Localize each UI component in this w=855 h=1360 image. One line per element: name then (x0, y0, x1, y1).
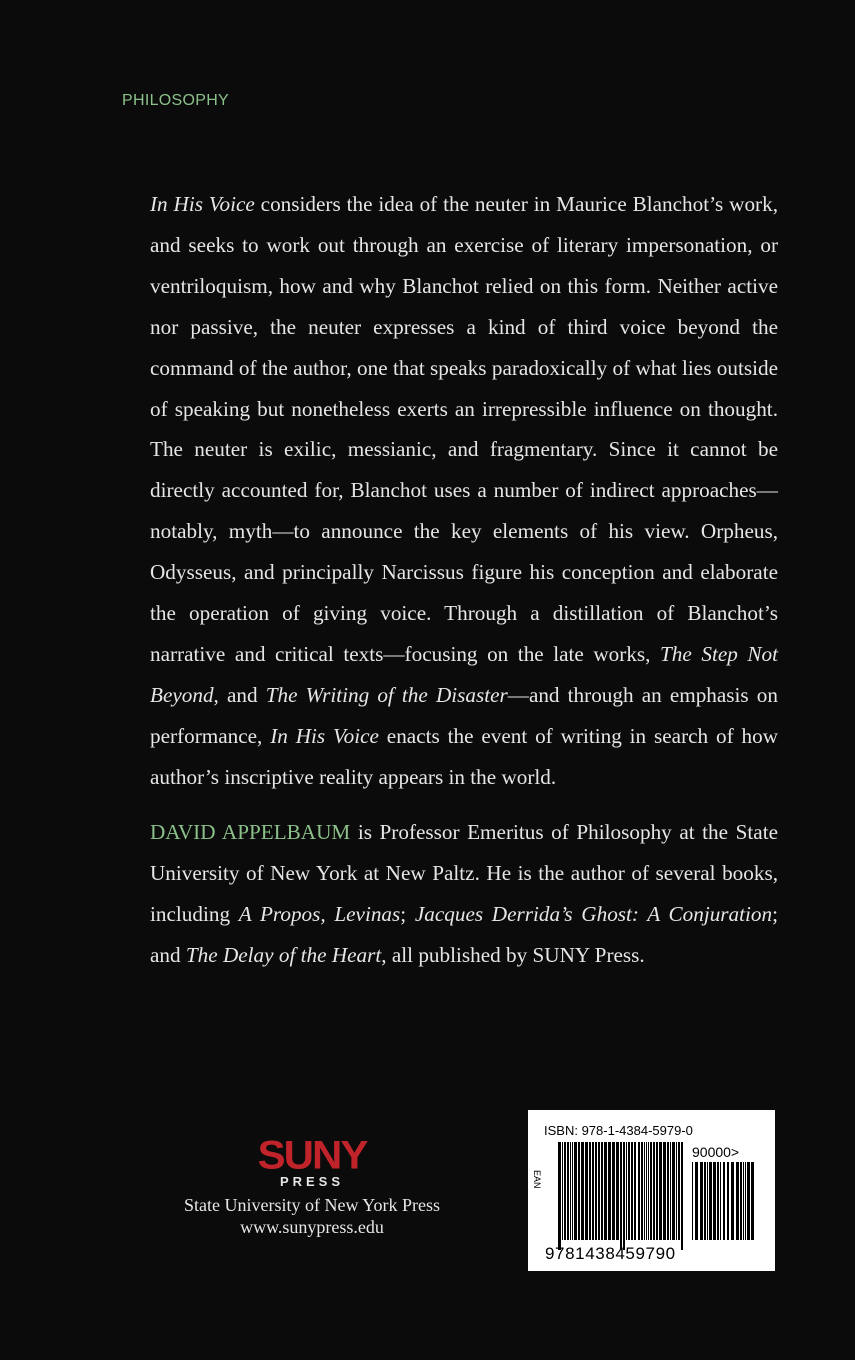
ean-label: EAN (532, 1170, 542, 1189)
barcode-bar (670, 1142, 671, 1240)
cited-title: A Propos, Levinas (238, 901, 401, 926)
barcode-bar (731, 1162, 734, 1240)
barcode-bar (727, 1162, 729, 1240)
ean-digits: 9781438459790 (545, 1244, 676, 1263)
cited-title: The Step Not Beyond (150, 641, 778, 707)
barcode-bar (707, 1162, 708, 1240)
cited-title: The Writing of the Disaster (265, 682, 508, 707)
description-text: , and (213, 682, 266, 707)
barcode-bar (601, 1142, 603, 1240)
barcode-bar (740, 1162, 742, 1240)
barcode-bar (608, 1142, 611, 1240)
publisher-name: State University of New York Press (184, 1195, 440, 1215)
barcode-bar (747, 1162, 750, 1240)
barcode-bar (567, 1142, 569, 1240)
barcode-bar (581, 1142, 584, 1240)
barcode-bar (659, 1142, 662, 1240)
barcode-bar (589, 1142, 591, 1240)
barcode-bar (623, 1142, 625, 1250)
barcode-bar (717, 1162, 719, 1240)
barcode-bar (745, 1162, 746, 1240)
publisher-url: www.sunypress.edu (240, 1217, 384, 1237)
barcode-bar (638, 1142, 640, 1240)
ean-barcode (558, 1142, 684, 1250)
barcode-bar (667, 1142, 669, 1240)
barcode-bar (692, 1162, 693, 1240)
press-logo-subtitle: PRESS (279, 1174, 345, 1189)
bio-text: , all published by SUNY Press. (381, 942, 645, 967)
barcode-bar (709, 1162, 712, 1240)
barcode-bar (646, 1142, 647, 1240)
barcode-bar (558, 1142, 561, 1250)
barcode-bar (578, 1142, 580, 1240)
barcode-bar (634, 1142, 636, 1240)
barcode-bar (592, 1142, 594, 1240)
barcode-bar (626, 1142, 627, 1240)
barcode-bar (570, 1142, 571, 1240)
barcode-bar (720, 1162, 721, 1240)
barcode-bar (648, 1142, 649, 1240)
barcode-bar (700, 1162, 703, 1240)
description-text: enacts the event of writing in search of how author’s inscriptive reality appears in the world. (150, 723, 778, 789)
publisher-logo (172, 1132, 452, 1238)
barcode-bar (676, 1142, 677, 1240)
barcode-bar (572, 1142, 573, 1240)
barcode-bar (564, 1142, 566, 1240)
barcode-bar (562, 1142, 563, 1240)
barcode-bar (723, 1162, 725, 1240)
barcode-bar (695, 1162, 698, 1240)
book-description (150, 184, 778, 798)
barcode-bar (678, 1142, 680, 1240)
description-text: considers the idea of the neuter in Maurice Blanchot’s work, and seeks to work out through an exercise of literary impersonation, or ventriloquism, how and why Blanchot relied on this form. Neither active nor passive, the neuter expresses a kind of third voice beyond the command of the author, one that speaks paradoxically of what lies outside of speaking but nonetheless exerts an irrepressible influence on thought. The neuter is exilic, messianic, and fragmentary. Since it cannot be directly accounted for, Blanchot uses a number of indirect approaches—notably, myth—to announce the key elements of his view. Orpheus, Odysseus, and principally Narcissus figure his conception and elaborate the operation of giving voice. Through a distillation of Blanchot’s narrative and critical texts—focusing on the late works, (150, 192, 779, 666)
author-name: DAVID APPELBAUM (150, 820, 351, 844)
barcode-bar (616, 1142, 619, 1240)
barcode-bar (704, 1162, 706, 1240)
barcode-bar (631, 1142, 633, 1240)
bio-text: ; and (150, 901, 778, 967)
description-text: —and through an emphasis on performance, (150, 682, 778, 748)
barcode-bar (644, 1142, 645, 1240)
book-title: In His Voice (270, 723, 379, 748)
book-title: In His Voice (150, 192, 255, 216)
suny-logo-wordmark: SUNY (257, 1132, 367, 1177)
bio-text: is Professor Emeritus of Philosophy at the State University of New York at New Paltz. He is the author of several books, including (150, 820, 778, 926)
barcode-bar (751, 1162, 754, 1240)
barcode-bar (628, 1142, 630, 1240)
addon-code: 90000> (692, 1144, 740, 1160)
addon-barcode (692, 1162, 754, 1250)
barcode-bar (663, 1142, 666, 1240)
barcode-bar (656, 1142, 658, 1240)
barcode-bar (672, 1142, 675, 1240)
cited-title: Jacques Derrida’s Ghost: A Conjuration (414, 901, 773, 926)
barcode-bar (604, 1142, 607, 1240)
barcode-bar (612, 1142, 615, 1240)
barcode-bar (620, 1142, 622, 1250)
barcode-bar (681, 1142, 683, 1250)
barcode-bar (736, 1162, 739, 1240)
barcode-bar (653, 1142, 655, 1240)
barcode-bar (598, 1142, 600, 1240)
barcode-bar (650, 1142, 652, 1240)
isbn-text: ISBN: 978-1-4384-5979-0 (544, 1123, 693, 1138)
barcode-bar (713, 1162, 716, 1240)
barcode-bar (585, 1142, 588, 1240)
category-label: PHILOSOPHY (122, 92, 230, 109)
barcode-panel (528, 1110, 775, 1271)
barcode-bar (641, 1142, 643, 1240)
cited-title: The Delay of the Heart (185, 942, 382, 967)
bio-text: ; (400, 901, 415, 926)
barcode-bar (743, 1162, 744, 1240)
barcode-bar (574, 1142, 577, 1240)
author-bio (150, 812, 778, 976)
barcode-bar (595, 1142, 597, 1240)
